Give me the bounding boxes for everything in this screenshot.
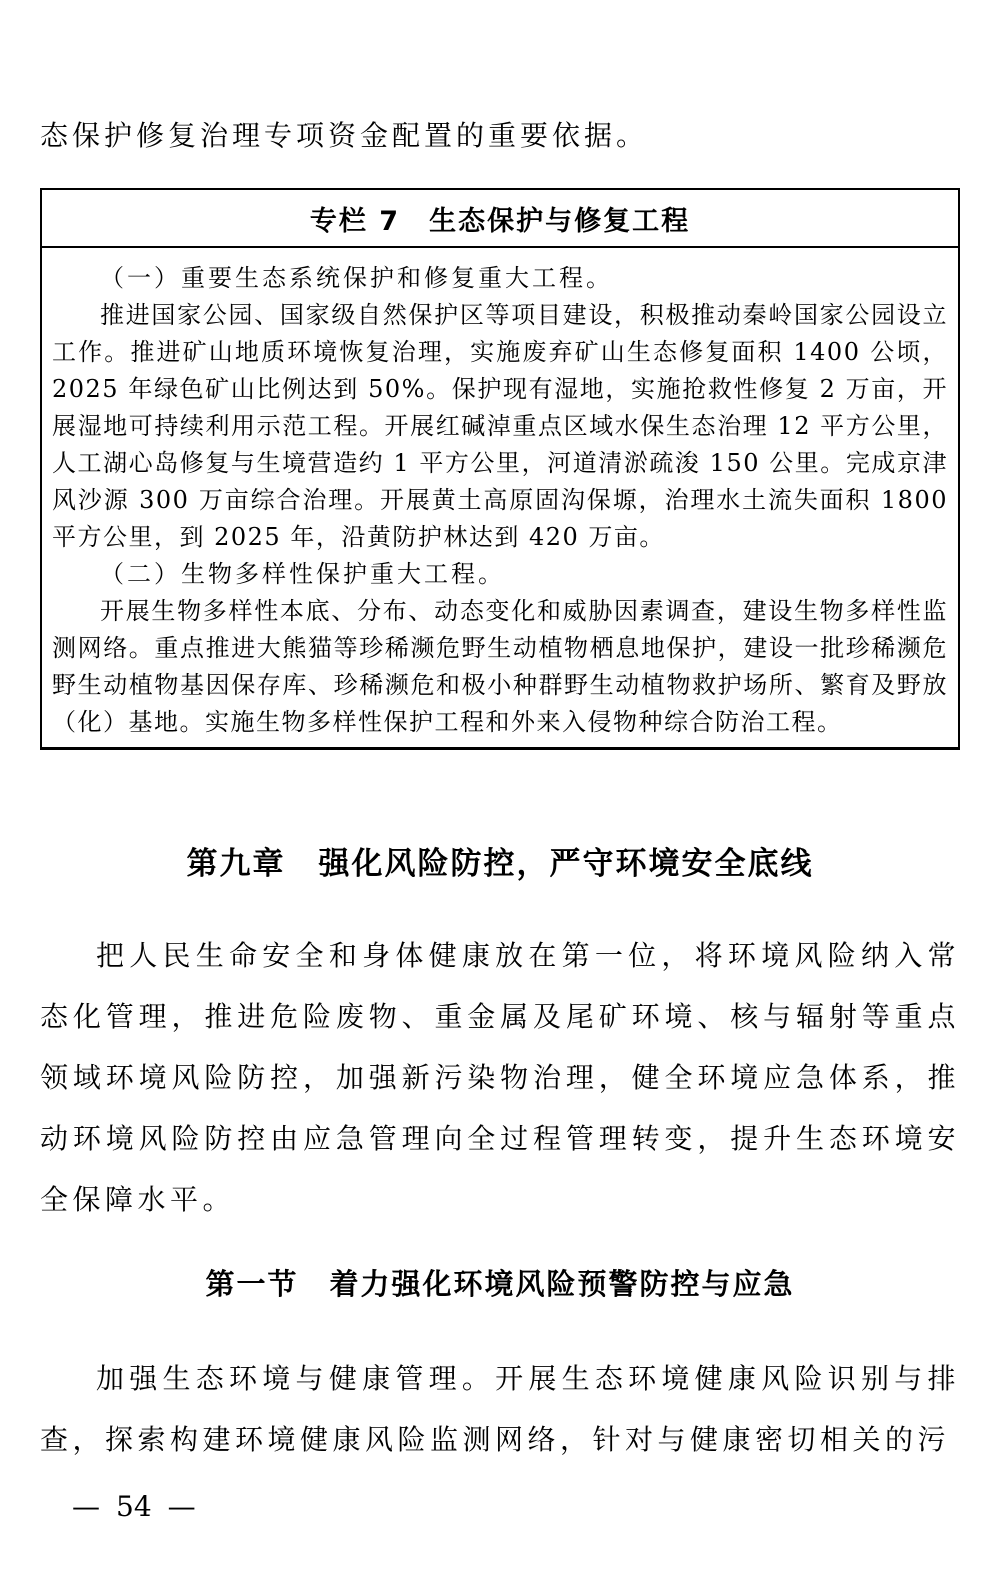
box-section-1-body: 推进国家公园、国家级自然保护区等项目建设，积极推动秦岭国家公园设立工作。推进矿山地质环境恢复治理，实施废弃矿山生态修复面积 1400 公顷，2025 年绿色矿山比例达到 50%。保护现有湿地，实施抢救性修复 2 万亩，开展湿地可持续利用示范工程。开展红碱淖重点区域水保生态治理 12 平方公里，人工湖心岛修复与生境营造约 1 平方公里，河道清淤疏浚 150 公里。完成京津风沙源 300 万亩综合治理。开展黄土高原固沟保塬，治理水土流失面积 1800 平方公里，到 2025 年，沿黄防护林达到 420 万亩。 xyxy=(52,301,948,551)
callout-box-body xyxy=(42,248,958,751)
box-section-2-heading: （二）生物多样性保护重大工程。 xyxy=(100,560,505,588)
chapter-paragraph: 把人民生命安全和身体健康放在第一位，将环境风险纳入常态化管理，推进危险废物、重金属及尾矿环境、核与辐射等重点领域环境风险防控，加强新污染物治理，健全环境应急体系，推动环境风险防控由应急管理向全过程管理转变，提升生态环境安全保障水平。 xyxy=(40,939,960,1216)
footer-dash-left: — xyxy=(72,1490,100,1523)
box-section-1-heading: （一）重要生态系统保护和修复重大工程。 xyxy=(100,264,613,292)
section-paragraph: 加强生态环境与健康管理。开展生态环境健康风险识别与排查，探索构建环境健康风险监测网络，针对与健康密切相关的污 xyxy=(40,1362,960,1456)
section-title: 第一节 着力强化环境风险预警防控与应急 xyxy=(205,1267,795,1301)
box-section-2-body: 开展生物多样性本底、分布、动态变化和威胁因素调查，建设生物多样性监测网络。重点推进大熊猫等珍稀濒危野生动植物栖息地保护，建设一批珍稀濒危野生动植物基因保存库、珍稀濒危和极小种群野生动植物救护场所、繁育及野放（化）基地。实施生物多样性保护工程和外来入侵物种综合防治工程。 xyxy=(52,597,948,736)
chapter-title: 第九章 强化风险防控，严守环境安全底线 xyxy=(186,846,814,882)
continuation-paragraph: 态保护修复治理专项资金配置的重要依据。 xyxy=(40,119,649,152)
callout-box-title: 专栏 7 生态保护与修复工程 xyxy=(42,190,958,248)
footer-dash-right: — xyxy=(167,1490,196,1523)
footer-page-number: 54 xyxy=(116,1490,152,1523)
callout-box xyxy=(40,188,960,750)
page-footer xyxy=(72,1490,196,1523)
